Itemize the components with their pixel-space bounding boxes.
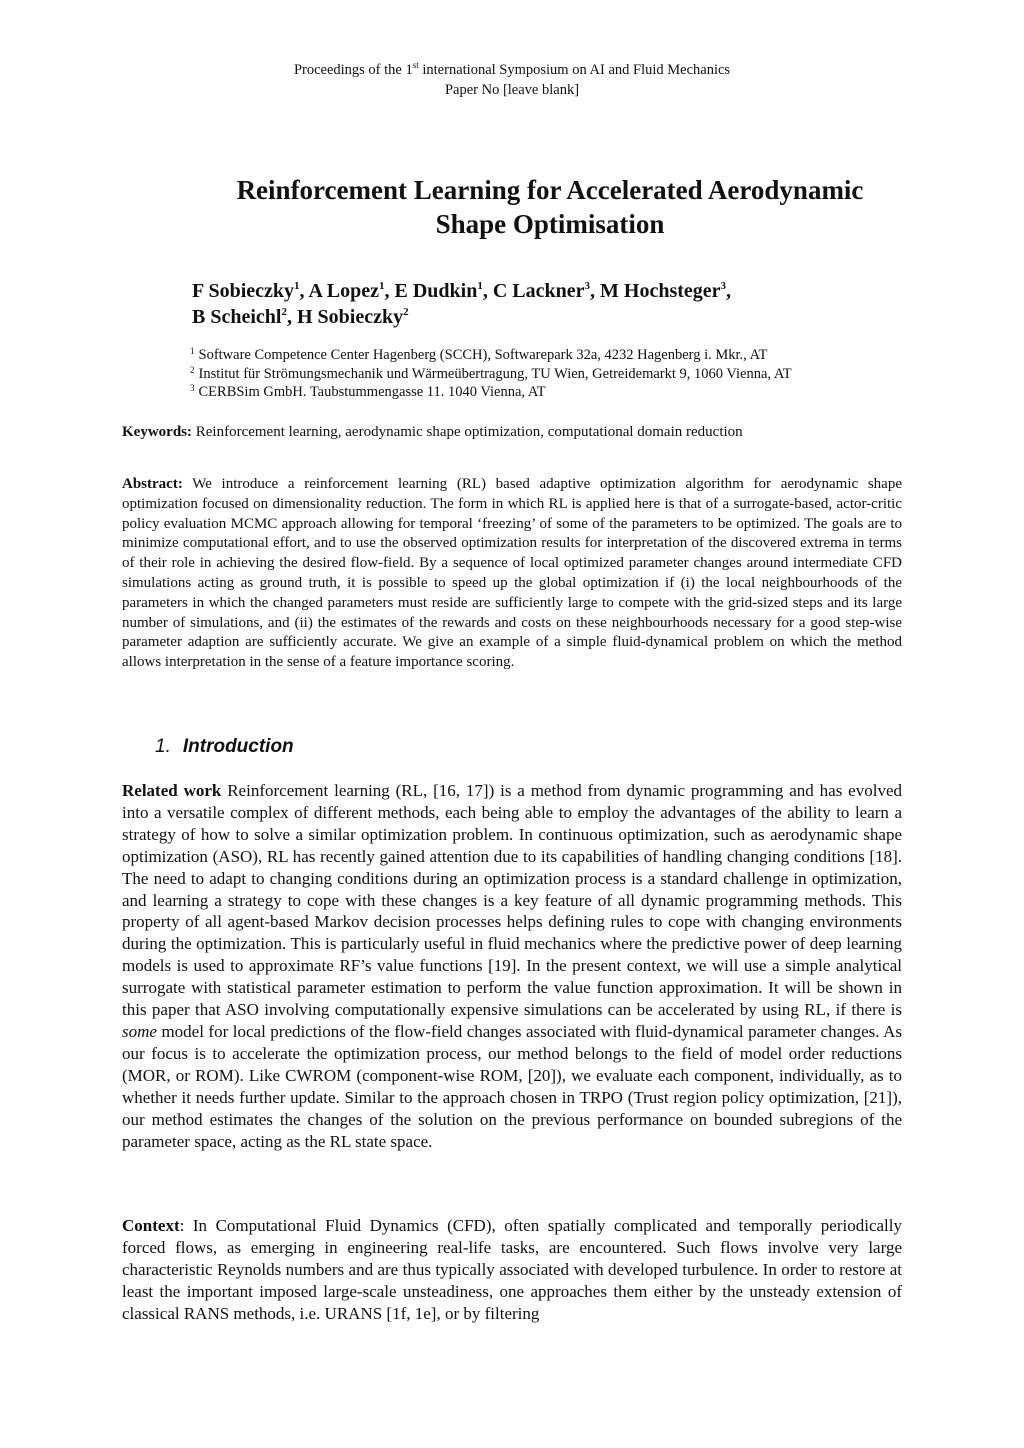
affiliation: $^1$ Software Competence Center Hagenberg (SCCH), Softwarepark 32a, 4232 Hagenberg i. Mkr., AT [190,346,768,363]
section-number: 1. [155,736,171,757]
keywords-text: Reinforcement learning, aerodynamic shape optimization, computational domain reduction [192,424,743,440]
author-line-2: B Scheichl$^2$, H Sobieczky$^2$ [192,306,409,328]
author: M Hochsteger$^3$ [600,280,727,302]
affiliation: $^2$ Institut für Strömungsmechanik und Wärmeübertragung, TU Wien, Getreidemarkt 9, 1060 Vienna, AT [190,364,792,382]
title-line-2: Shape Optimisation [435,209,665,239]
emphasis: some [122,1021,157,1041]
affiliation-list [190,346,910,402]
abstract [122,475,902,673]
proceedings-text-rest: international Symposium on AI and Fluid Mechanics [418,62,731,78]
abstract-label: Abstract: [122,476,183,492]
paragraph-label: Context [122,1216,180,1235]
title-line-1: Reinforcement Learning for Accelerated Aerodynamic [236,175,864,205]
author: C Lackner$^3$ [492,280,591,302]
section-title: Introduction [182,736,294,757]
author: H Sobieczky$^2$ [296,306,409,328]
paragraph-related-work: Related work Reinforcement learning (RL, [16, 17]) is a method from dynamic programming and has evolved into a versatile complex of different methods, each being able to employ the advantages of the ability to learn a strategy of how to solve a similar optimization problem. In continuous optimization, such as aerodynamic shape optimization (ASO), RL has recently gained attention due to its capabilities of handling changing conditions [18]. The need to adapt to changing conditions during an optimization process is a standard challenge in optimization, and learning a strategy to cope with these changes is a key feature of all dynamic programming methods. This property of all agent-based Markov decision processes helps defining rules to cope with changing environments during the optimization. This is particularly useful in fluid mechanics where the predictive power of deep learning models is used to approximate RF’s value functions [19]. In the present context, we will use a simple analytical surrogate with statistical parameter estimation to perform the value function approximation. It will be shown in this paper that ASO involving computationally expensive simulations can be accelerated by using RL, if there is some model for local predictions of the flow-field changes associated with fluid-dynamical parameter changes. As our focus is to accelerate the optimization process, our method belongs to the field of model order reductions (MOR, or ROM). Like CWROM (component-wise ROM, [20]), we evaluate each component, individually, as to whether it needs further update. Similar to the approach chosen in TRPO (Trust region policy optimization, [21]), our method estimates the changes of the solution on the previous performance on bounded subregions of the parameter space, acting as the RL state space. [122,781,902,1151]
paper-title [150,173,950,241]
proceedings-text: Proceedings of the 1 [293,62,413,78]
author: F Sobieczky$^1$ [192,280,300,302]
keywords [122,423,912,442]
section-heading-introduction [155,736,294,758]
paper-number: Paper No [leave blank] [444,82,580,98]
author: E Dudkin$^1$ [394,280,483,302]
proceedings-header [0,60,1024,100]
author: A Lopez$^1$ [308,280,385,302]
keywords-label: Keywords: [122,424,192,440]
author-line-1: F Sobieczky$^1$, A Lopez$^1$, E Dudkin$^1$, C Lackner$^3$, M Hochsteger$^3$, [192,280,732,302]
ordinal-suffix: st [412,60,419,70]
abstract-text: We introduce a reinforcement learning (RL) based adaptive optimization algorithm for aerodynamic shape optimization focused on dimensionality reduction. The form in which RL is applied here is that of a surrogate-based, actor-critic policy evaluation MCMC approach allowing for temporal ‘freezing’ of some of the parameters to be optimized. The goals are to minimize computational effort, and to use the observed optimization results for interpretation of the discovered extrema in terms of their role in achieving the desired flow-field. By a sequence of local optimized parameter changes around intermediate CFD simulations acting as ground truth, it is possible to speed up the global optimization if (i) the local neighbourhoods of the parameters in which the changed parameters must reside are sufficiently large to compete with the grid-sized steps and its large number of simulations, and (ii) the estimates of the rewards and costs on these neighbourhoods necessary for a good step-wise parameter adaption are sufficiently accurate. We give an example of a simple fluid-dynamical problem on which the method allows interpretation in the sense of a feature importance scoring. [122,476,902,671]
author-list [192,278,892,330]
proceedings-line [0,60,1024,80]
author: B Scheichl$^2$ [192,306,287,328]
affiliation: $^3$ CERBSim GmbH. Taubstummengasse 11. 1040 Vienna, AT [190,383,546,400]
paragraph-label: Related work [122,781,222,800]
paragraph-context: Context: In Computational Fluid Dynamics (CFD), often spatially complicated and temporally periodically forced flows, as emerging in engineering real-life tasks, are encountered. Such flows involve very large characteristic Reynolds numbers and are thus typically associated with developed turbulence. In order to restore at least the important imposed large-scale unsteadiness, one approaches them either by the unsteady extension of classical RANS methods, i.e. URANS [1f, 1e], or by filtering [122,1216,902,1323]
